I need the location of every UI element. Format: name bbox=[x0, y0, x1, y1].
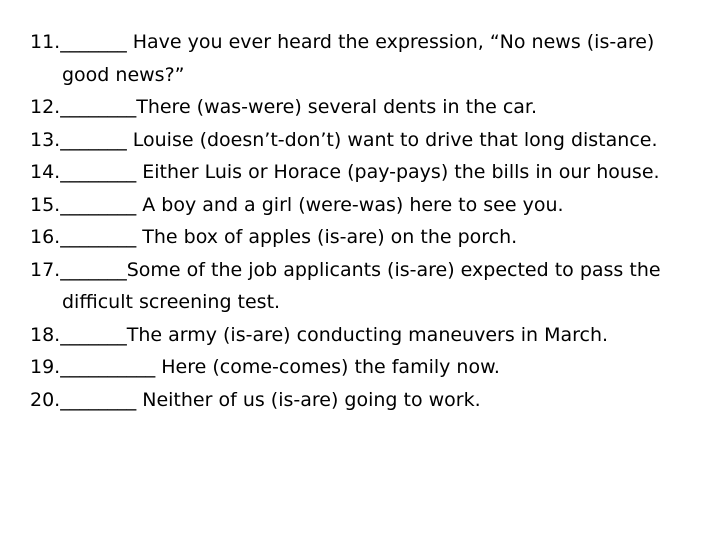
exercise-item-14: 14.________ Either Luis or Horace (pay-pays) the bills in our house. bbox=[30, 161, 660, 183]
exercise-item-15: 15.________ A boy and a girl (were-was) here to see you. bbox=[30, 193, 564, 216]
exercise-item-16: 16.________ The box of apples (is-are) on the porch. bbox=[30, 226, 518, 248]
exercise-item-20: 20.________ Neither of us (is-are) going to work. bbox=[30, 388, 481, 411]
exercise-list bbox=[30, 26, 690, 416]
exercise-item-13: 13._______ Louise (doesn’t-don’t) want to drive that long distance. bbox=[30, 128, 658, 151]
exercise-item-11: 11._______ Have you ever heard the expression, “No news (is-are) good news?” bbox=[30, 31, 655, 86]
exercise-item-18: 18._______The army (is-are) conducting maneuvers in March. bbox=[30, 323, 609, 346]
exercise-item-17: 17._______Some of the job applicants (is-are) expected to pass the difficult screening test. bbox=[30, 258, 661, 313]
exercise-item-12: 12.________There (was-were) several dents in the car. bbox=[30, 96, 538, 118]
exercise-item-19: 19.__________ Here (come-comes) the family now. bbox=[30, 356, 500, 378]
